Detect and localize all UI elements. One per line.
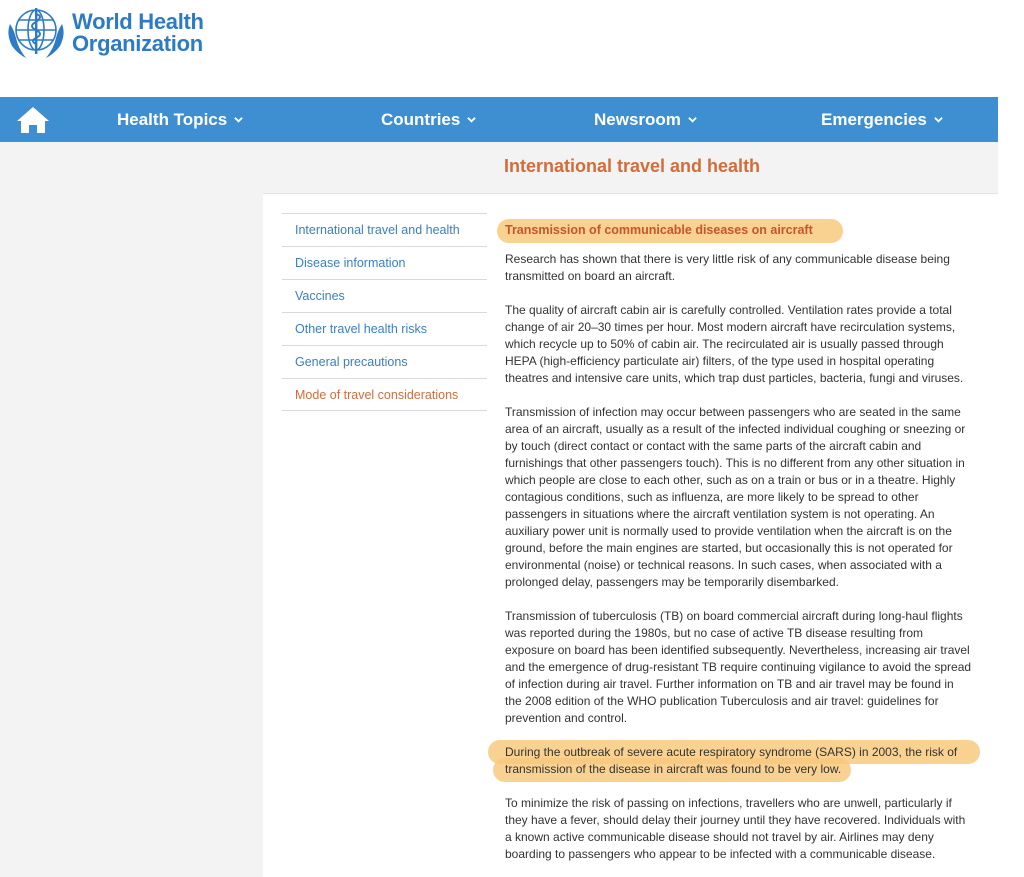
who-wordmark bbox=[72, 11, 204, 55]
paragraph-text: During the outbreak of severe acute respiratory syndrome (SARS) in 2003, the risk of transmission of the disease in aircraft was found to be very low. bbox=[505, 745, 958, 776]
paragraph-1 bbox=[505, 251, 973, 285]
paragraph-text: Transmission of tuberculosis (TB) on board commercial aircraft during long-haul flights was reported during the 1980s, but no case of active TB disease resulting from exposure on board has been identified subsequently. Nevertheless, increasing air travel and the emergence of drug-resistant TB require continuing vigilance to avoid the spread of infection during air travel. Further information on TB and air travel may be found in the 2008 edition of the WHO publication Tuberculosis and air travel: guidelines for prevention and control. bbox=[505, 609, 972, 725]
article-content bbox=[505, 222, 973, 877]
nav-emergencies[interactable] bbox=[821, 97, 943, 142]
left-sidebar-background bbox=[0, 142, 263, 877]
paragraph-text: To minimize the risk of passing on infections, travellers who are unwell, particularly if they have a fever, should delay their journey until they have recovered. Individuals with a known active communicable disease should not travel by air. Airlines may deny boarding to passengers who appear to be infected with a communicable disease. bbox=[505, 796, 966, 861]
paragraph-6 bbox=[505, 795, 973, 863]
home-button[interactable] bbox=[0, 97, 66, 142]
paragraph-text: Transmission of infection may occur between passengers who are seated in the same area of an aircraft, usually as a result of the infected individual coughing or sneezing or by touch (direct contact or contact with the same parts of the aircraft cabin and furnishings that other passengers touch). This is no different from any other situation in which people are close to each other, such as on a train or bus or in a theatre. Highly contagious conditions, such as influenza, are more likely to be spread to other passengers in situations where the aircraft ventilation system is not operating. An auxiliary power unit is normally used to provide ventilation when the aircraft is on the ground, before the main engines are started, but occasionally this is not operated for environmental (noise) or technical reasons. In such cases, when associated with a prolonged delay, passengers may be temporarily disembarked. bbox=[505, 405, 966, 589]
nav-countries[interactable] bbox=[381, 97, 476, 142]
nav-health-topics-label: Health Topics bbox=[117, 109, 228, 129]
who-emblem-icon bbox=[4, 4, 68, 62]
logo-line-2: Organization bbox=[72, 31, 203, 56]
nav-health-topics[interactable] bbox=[117, 97, 243, 142]
section-heading bbox=[505, 222, 813, 239]
subnav-item-general-precautions[interactable]: General precautions bbox=[282, 345, 487, 378]
chevron-down-icon bbox=[234, 115, 243, 124]
section-subnav bbox=[282, 213, 487, 411]
subnav-item-disease-information[interactable]: Disease information bbox=[282, 246, 487, 279]
paragraph-2 bbox=[505, 302, 973, 387]
section-heading-text: Transmission of communicable diseases on aircraft bbox=[505, 223, 813, 237]
nav-newsroom-label: Newsroom bbox=[594, 109, 681, 129]
main-navbar bbox=[0, 97, 998, 142]
who-logo[interactable] bbox=[4, 4, 204, 62]
subnav-item-international-travel[interactable]: International travel and health bbox=[282, 213, 487, 246]
home-icon bbox=[16, 105, 50, 135]
subnav-item-vaccines[interactable]: Vaccines bbox=[282, 279, 487, 312]
chevron-down-icon bbox=[467, 115, 476, 124]
subnav-item-other-risks[interactable]: Other travel health risks bbox=[282, 312, 487, 345]
nav-newsroom[interactable] bbox=[594, 97, 697, 142]
page-title: International travel and health bbox=[504, 156, 761, 176]
nav-emergencies-label: Emergencies bbox=[821, 109, 927, 129]
paragraph-text: The quality of aircraft cabin air is carefully controlled. Ventilation rates provide a total change of air 20–30 times per hour. Most modern aircraft have recirculation systems, which recycle up to 50% of cabin air. The recirculated air is usually passed through HEPA (high-efficiency particulate air) filters, of the type used in hospital operating theatres and intensive care units, which trap dust particles, bacteria, fungi and viruses. bbox=[505, 303, 964, 385]
paragraph-text: Research has shown that there is very little risk of any communicable disease being transmitted on board an aircraft. bbox=[505, 252, 950, 283]
nav-countries-label: Countries bbox=[381, 109, 461, 129]
page-title-band bbox=[263, 142, 998, 194]
paragraph-5-sars bbox=[505, 744, 973, 778]
paragraph-3 bbox=[505, 404, 973, 591]
paragraph-4 bbox=[505, 608, 973, 727]
chevron-down-icon bbox=[934, 115, 943, 124]
logo-line-1: World Health bbox=[72, 9, 204, 34]
subnav-item-mode-of-travel[interactable]: Mode of travel considerations bbox=[282, 378, 487, 411]
chevron-down-icon bbox=[688, 115, 697, 124]
